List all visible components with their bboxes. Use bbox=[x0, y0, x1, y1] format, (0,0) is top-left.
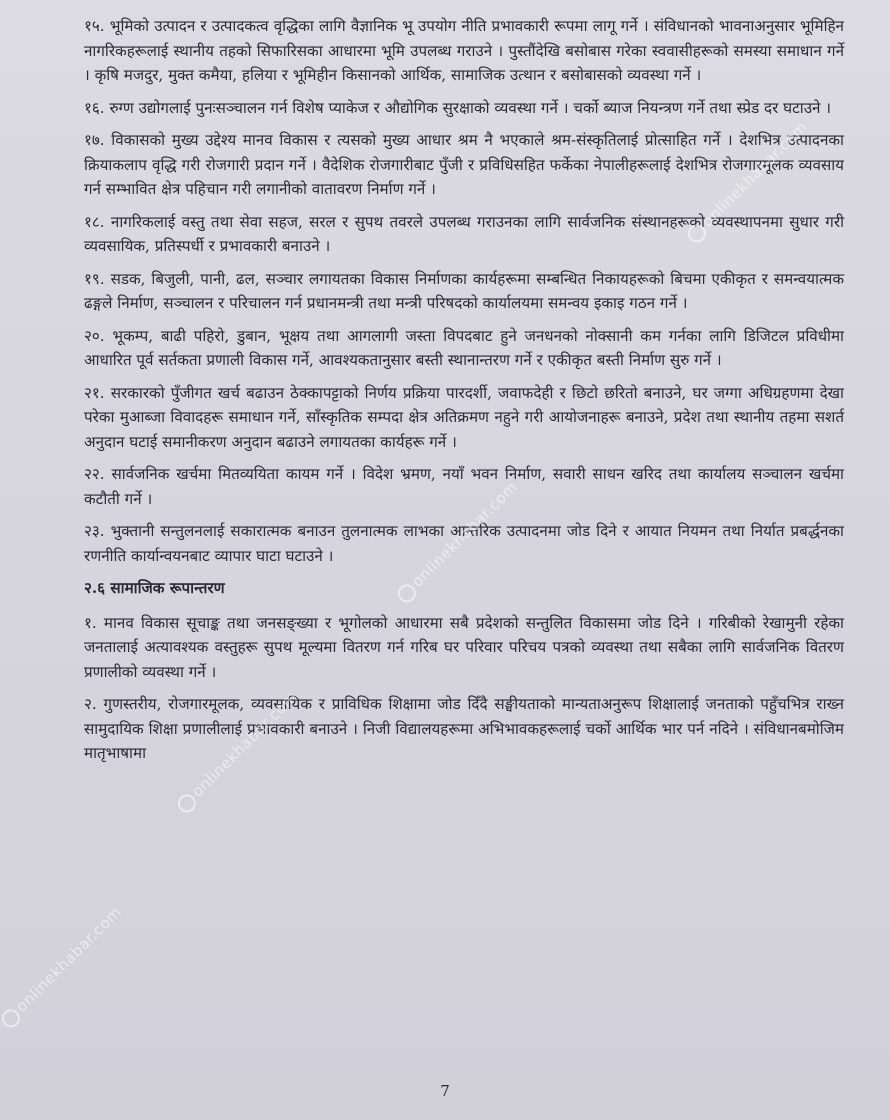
paragraph-20: २०. भूकम्प, बाढी पहिरो, डुबान, भूक्षय तथा आगलागी जस्ता विपदबाट हुने जनधनको नोक्सानी कम गर्नका लागि डिजिटल प्रविधीमा आधारित पूर्व सर्तकता प्रणाली विकास गर्ने, आवश्यकतानुसार बस्ती स्थानान्तरण गर्ने र एकीकृत बस्ती निर्माण सुरु गर्ने । bbox=[84, 326, 844, 369]
paragraph-22: २२. सार्वजनिक खर्चमा मितव्ययिता कायम गर्ने । विदेश भ्रमण, नयाँ भवन निर्माण, सवारी साधन खरिद तथा कार्यालय सञ्चालन खर्चमा कटौती गर्ने । bbox=[84, 465, 844, 508]
section-paragraph-1: १. मानव विकास सूचाङ्क तथा जनसङ्ख्या र भूगोलको आधारमा सबै प्रदेशको सन्तुलित विकासमा जोड दिने । गरिबीको रेखामुनी रहेका जनतालाई अत्यावश्यक वस्तुहरू सुपथ मूल्यमा वितरण गर्न गरिब घर परिवार परिचय पत्रको व्यवस्था तथा सबैका लागि सार्वजनिक वितरण प्रणालीको व्यवस्था गर्ने । bbox=[84, 613, 844, 681]
page-number: 7 bbox=[440, 1082, 450, 1100]
watermark-lower-center: onlinekhabar.com bbox=[173, 688, 301, 816]
section-paragraph-2: २. गुणस्तरीय, रोजगारमूलक, व्यवसायिक र प्राविधिक शिक्षामा जोड दिँदै सङ्घीयताको मान्यताअनुरूप शिक्षालाई जनताको पहुँचभित्र राख्न सामुदायिक शिक्षा प्रणालीलाई प्रभावकारी बनाउने । निजी विद्यालयहरूमा अभिभावकहरूलाई चर्को आर्थिक भार पर्न नदिने । संविधानबमोजिम मातृभाषामा bbox=[84, 695, 844, 762]
paragraph-21: २१. सरकारको पुँजीगत खर्च बढाउन ठेक्कापट्टाको निर्णय प्रक्रिया पारदर्शी, जवाफदेही र छिटो छरितो बनाउने, घर जग्गा अधिग्रहणमा देखा परेका मुआब्जा विवादहरू समाधान गर्ने, साँस्कृतिक सम्पदा क्षेत्र अतिक्रमण नहुने गरी आयोजनाहरू बनाउने, प्रदेश तथा स्थानीय तहमा सशर्त अनुदान घटाई समानीकरण अनुदान बढाउने लगायतका कार्यहरू गर्ने । bbox=[84, 383, 844, 451]
paragraph-15: १५. भूमिको उत्पादन र उत्पादकत्व वृद्धिका लागि वैज्ञानिक भू उपयोग नीति प्रभावकारी रूपमा लागू गर्ने । संविधानको भावनाअनुसार भूमिहिन नागरिकहरूलाई स्थानीय तहको सिफारिसका आधारमा भूमि उपलब्ध गराउने । पुस्तौंदेखि बसोबास गरेका स्ववासीहरूको समस्या समाधान गर्ने । कृषि मजदुर, मुक्त कमैया, हलिया र भूमिहीन किसानको आर्थिक, सामाजिक उत्थान र बसोबासको व्यवस्था गर्ने । bbox=[84, 17, 844, 84]
watermark-center: onlinekhabar.com bbox=[393, 478, 521, 606]
paragraph-17: १७. विकासको मुख्य उद्देश्य मानव विकास र त्यसको मुख्य आधार श्रम नै भएकाले श्रम-संस्कृतिलाई प्रोत्साहित गर्ने । देशभित्र उत्पादनका क्रियाकलाप वृद्धि गरी रोजगारी प्रदान गर्ने । वैदेशिक रोजगारीबाट पुँजी र प्रविधिसहित फर्केका नेपालीहरूलाई देशभित्र रोजगारमूलक व्यवसाय गर्न सम्भावित क्षेत्र पहिचान गरी लगानीको वातावरण निर्माण गर्ने । bbox=[84, 131, 844, 198]
paragraph-16: १६. रुग्ण उद्योगलाई पुनःसञ्चालन गर्न विशेष प्याकेज र औद्योगिक सुरक्षाको व्यवस्था गर्ने । चर्को ब्याज नियन्त्रण गर्ने तथा स्प्रेड दर घटाउने । bbox=[84, 98, 832, 117]
paragraph-18: १८. नागरिकलाई वस्तु तथा सेवा सहज, सरल र सुपथ तवरले उपलब्ध गराउनका लागि सार्वजनिक संस्थानहरूको व्यवस्थापनमा सुधार गरी व्यवसायिक, प्रतिस्पर्धी र प्रभावकारी बनाउने । bbox=[84, 212, 844, 255]
paragraph-19: १९. सडक, बिजुली, पानी, ढल, सञ्चार लगायतका विकास निर्माणका कार्यहरूमा सम्बन्धित निकायहरूको बिचमा एकीकृत र समन्वयात्मक ढङ्गले निर्माण, सञ्चालन र परिचालन गर्न प्रधानमन्त्री तथा मन्त्री परिषदको कार्यालयमा समन्वय इकाइ गठन गर्ने । bbox=[84, 269, 844, 312]
document-body bbox=[84, 14, 844, 774]
watermark-bottom-left: onlinekhabar.com bbox=[0, 903, 125, 1031]
watermark-top-right: onlinekhabar.com bbox=[683, 118, 811, 246]
section-heading: २.६ सामाजिक रूपान्तरण bbox=[84, 579, 225, 597]
paragraph-23: २३. भुक्तानी सन्तुलनलाई सकारात्मक बनाउन तुलनात्मक लाभका आन्तरिक उत्पादनमा जोड दिने र आयात नियमन तथा निर्यात प्रबर्द्धनका रणनीति कार्यान्वयनबाट व्यापार घाटा घटाउने । bbox=[84, 522, 844, 565]
